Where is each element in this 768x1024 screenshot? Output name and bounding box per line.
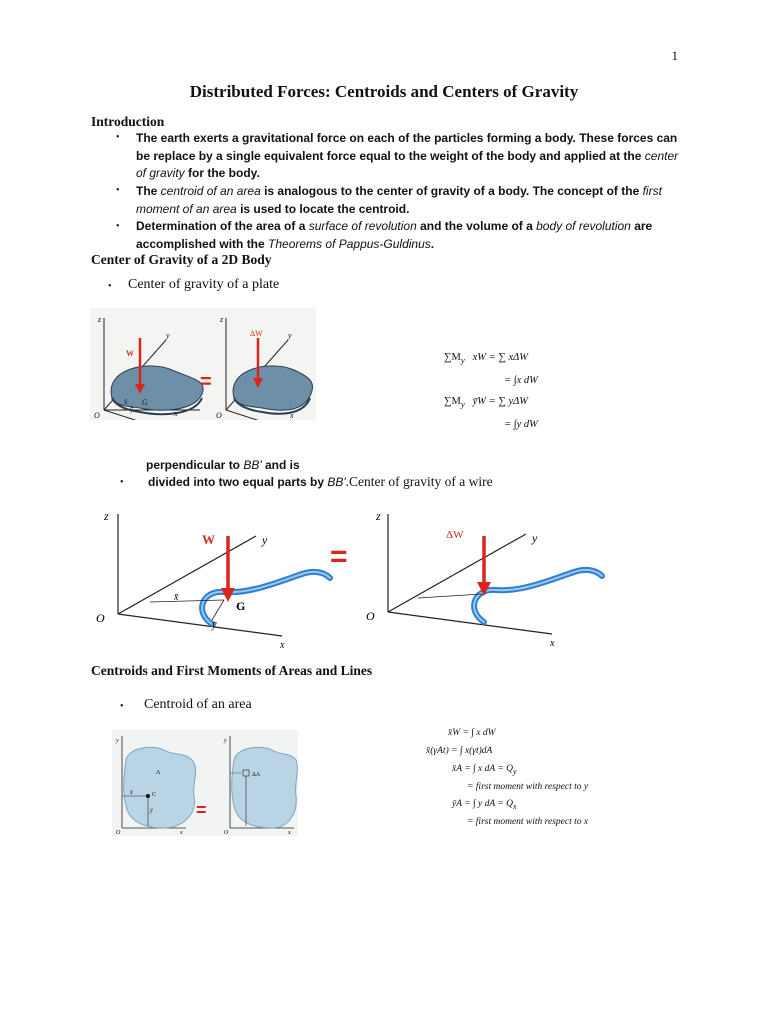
eq-sum: ∑M (444, 396, 461, 407)
intro-bullet-2-line1 (136, 183, 696, 201)
y-label: y (116, 738, 119, 744)
bullet-marker: • (116, 221, 120, 232)
text-run: moment of an area (136, 201, 237, 216)
text-run: surface of revolution (308, 219, 417, 233)
area-figure (112, 730, 298, 836)
y-label: y (262, 533, 268, 547)
eq-rhs: xW = ∑ xΔW (472, 352, 529, 363)
text-run: The (136, 184, 161, 198)
text-run: and the volume of a (416, 219, 537, 233)
text-run: body of revolution (536, 219, 631, 233)
intro-heading: Introduction (91, 114, 165, 129)
y-axis (388, 534, 526, 612)
equals-sign: = (196, 800, 207, 820)
text-run: are (630, 219, 653, 233)
equals-sign: = (200, 371, 212, 393)
xbar-label: x̄ (124, 398, 128, 406)
origin-label: O (94, 411, 100, 420)
intro-bullet-1-line3 (136, 165, 696, 183)
eq-first-moment-y: = first moment with respect to y (467, 782, 589, 792)
z-label: z (104, 509, 109, 523)
plate-figure (90, 308, 316, 420)
text-run: .Center of gravity of a wire (345, 474, 493, 489)
eq-subscript: y (460, 399, 465, 410)
perpendicular-text (146, 457, 300, 475)
text-run: BB' (243, 458, 262, 472)
x-label: x (290, 411, 294, 420)
x-label: x (288, 830, 291, 836)
page-title: Distributed Forces: Centroids and Centers of Gravity (189, 82, 579, 101)
text-run: accomplished with the (136, 236, 269, 251)
y-label: y (288, 331, 292, 340)
cog2d-heading: Center of Gravity of a 2D Body (91, 252, 272, 267)
weight-label: W (126, 349, 134, 358)
equation-integral-y: = ∫y dW (504, 419, 538, 430)
intro-bullet-2-line2 (136, 201, 696, 219)
xbar-label: x̄ (130, 790, 133, 796)
delta-a-label: ΔA (252, 772, 261, 778)
x-axis (118, 614, 282, 636)
bullet-marker: • (116, 185, 120, 196)
weight-label: W (202, 532, 215, 547)
delta-w-label: ΔW (250, 329, 263, 338)
x-label: x (180, 830, 183, 836)
eq-first-moment-x: = first moment with respect to x (467, 817, 589, 827)
intro-bullet-3-line1 (136, 218, 696, 236)
eq-subscript: x (512, 801, 517, 811)
eq-text: x̄A = ∫ x dA = Q (452, 764, 513, 774)
y-label: y (532, 531, 538, 545)
eq-rhs: ȳW = ∑ yΔW (472, 396, 529, 407)
text-run: is analogous to the center of gravity of a body. The concept of the (260, 184, 643, 198)
text-run: of gravity (136, 166, 185, 180)
text-run: BB' (327, 475, 346, 489)
wire-highlight (474, 570, 602, 622)
g-label: G (236, 599, 246, 613)
eq-sum: ∑M (444, 352, 461, 363)
equation-integral-x: = ∫x dW (504, 375, 538, 386)
text-run: centroid of an area (160, 184, 261, 198)
z-label: z (220, 315, 224, 324)
intro-bullet-3 (136, 218, 696, 253)
page-number: 1 (671, 48, 678, 63)
bullet-marker: • (108, 281, 112, 292)
ybar-dim (212, 600, 224, 620)
origin-label: O (366, 609, 375, 623)
text-run: perpendicular to (146, 458, 244, 472)
text-run: be replace by a single equivalent force equal to the weight of the body and applied at the (136, 148, 645, 163)
eq-ybar-a (452, 799, 517, 811)
intro-bullet-1-line2 (136, 148, 696, 166)
y-label: y (166, 331, 170, 340)
eq-subscript: y (512, 766, 517, 776)
text-run: divided into two equal parts by (148, 475, 328, 489)
wire-highlight (202, 572, 330, 624)
y-label: y (224, 738, 227, 744)
origin-label: O (96, 611, 105, 625)
plate-bullet: Center of gravity of a plate (128, 277, 280, 292)
c-label: C (152, 792, 157, 798)
eq-xbar-a (452, 764, 517, 776)
intro-bullet-1-line1: The earth exerts a gravitational force on each of the particles forming a body. These forces can (136, 131, 678, 145)
bullet-marker: • (120, 701, 124, 712)
ybar-label: ȳ (212, 620, 217, 631)
wire-figure (92, 502, 610, 650)
text-run: is used to locate the centroid. (236, 201, 410, 216)
intro-bullet-3-line2 (136, 236, 696, 254)
eq-xbar-gamma: x̄(γAt) = ∫ x(γt)dA (426, 746, 493, 756)
equation-moment-y-2 (444, 396, 528, 409)
x-label: x (280, 640, 285, 650)
ybar-label: ȳ (150, 808, 153, 814)
intro-bullet-2 (136, 183, 696, 218)
intro-bullet-1 (136, 130, 696, 183)
x-axis (388, 612, 552, 634)
centroid-point (146, 794, 150, 798)
origin-label: O (224, 830, 229, 836)
ybar-label: ȳ (130, 406, 134, 414)
equation-moment-y-1 (444, 352, 528, 365)
text-run: center (644, 148, 679, 163)
area-shape (124, 747, 196, 828)
bullet-marker: • (120, 477, 124, 488)
delta-w-label: ΔW (446, 529, 464, 541)
text-run: first (642, 184, 662, 198)
x-dim (418, 594, 482, 598)
text-run: for the body. (184, 166, 260, 180)
equals-sign: = (330, 540, 348, 573)
xbar-label: x̄ (174, 592, 179, 603)
text-run: Determination of the area of a (136, 219, 309, 233)
eq-subscript: y (460, 355, 465, 366)
x-label: x (550, 638, 555, 649)
x-label: x (174, 409, 178, 418)
bullet-marker: • (116, 132, 120, 143)
z-label: z (376, 509, 381, 523)
origin-label: O (216, 411, 222, 420)
text-run: and is (261, 458, 300, 472)
text-run: . (430, 236, 435, 251)
z-label: z (98, 315, 102, 324)
area-label: A (156, 770, 161, 776)
origin-label: O (116, 830, 121, 836)
xbar-dim (150, 600, 224, 602)
area-shape (232, 747, 298, 828)
area-bullet: Centroid of an area (144, 697, 252, 712)
wire-shape (474, 570, 602, 622)
g-label: G (142, 398, 148, 407)
centroids-heading: Centroids and First Moments of Areas and Lines (91, 663, 373, 678)
wire-shape (202, 572, 330, 624)
divided-text (148, 474, 493, 490)
eq-text: ȳA = ∫ y dA = Q (452, 799, 513, 809)
text-run: Theorems of Pappus-Guldinus (268, 236, 431, 251)
eq-xbar-w: x̄W = ∫ x dW (448, 728, 496, 738)
